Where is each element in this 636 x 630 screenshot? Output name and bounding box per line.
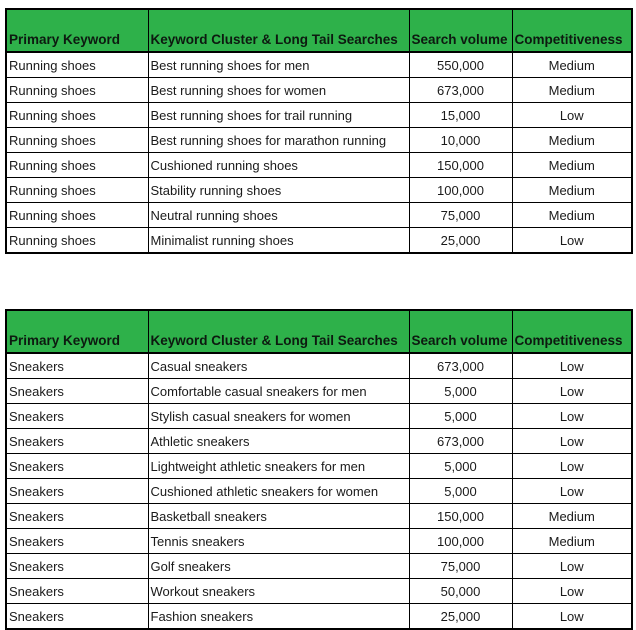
table-row [6, 579, 632, 604]
cell-search-volume: 673,000 [409, 78, 512, 103]
table-row [6, 353, 632, 379]
cell-search-volume: 673,000 [409, 353, 512, 379]
table-row [6, 153, 632, 178]
cell-search-volume: 75,000 [409, 554, 512, 579]
cell-primary-keyword: Running shoes [6, 52, 148, 78]
cell-search-volume: 100,000 [409, 529, 512, 554]
cell-competitiveness: Low [512, 454, 632, 479]
cell-primary-keyword: Running shoes [6, 178, 148, 203]
cell-competitiveness: Low [512, 379, 632, 404]
cell-primary-keyword: Sneakers [6, 479, 148, 504]
cell-keyword-cluster: Basketball sneakers [148, 504, 409, 529]
cell-primary-keyword: Running shoes [6, 128, 148, 153]
cell-primary-keyword: Sneakers [6, 579, 148, 604]
cell-competitiveness: Low [512, 404, 632, 429]
header-row [6, 310, 632, 353]
cell-primary-keyword: Sneakers [6, 429, 148, 454]
cell-competitiveness: Medium [512, 153, 632, 178]
cell-keyword-cluster: Neutral running shoes [148, 203, 409, 228]
table-row [6, 404, 632, 429]
cell-competitiveness: Medium [512, 178, 632, 203]
cell-keyword-cluster: Comfortable casual sneakers for men [148, 379, 409, 404]
cell-keyword-cluster: Minimalist running shoes [148, 228, 409, 254]
cell-competitiveness: Low [512, 579, 632, 604]
cell-keyword-cluster: Cushioned athletic sneakers for women [148, 479, 409, 504]
cell-primary-keyword: Sneakers [6, 529, 148, 554]
cell-search-volume: 5,000 [409, 404, 512, 429]
cell-search-volume: 75,000 [409, 203, 512, 228]
table-row [6, 103, 632, 128]
cell-competitiveness: Medium [512, 128, 632, 153]
table-row [6, 604, 632, 630]
cell-competitiveness: Medium [512, 529, 632, 554]
table-row [6, 529, 632, 554]
table-row [6, 429, 632, 454]
table-row [6, 52, 632, 78]
cell-keyword-cluster: Stability running shoes [148, 178, 409, 203]
cell-search-volume: 5,000 [409, 379, 512, 404]
header-primary-keyword: Primary Keyword [6, 310, 148, 353]
cell-primary-keyword: Sneakers [6, 554, 148, 579]
table-row [6, 554, 632, 579]
cell-search-volume: 15,000 [409, 103, 512, 128]
cell-competitiveness: Low [512, 479, 632, 504]
header-competitiveness: Competitiveness [512, 310, 632, 353]
cell-primary-keyword: Sneakers [6, 454, 148, 479]
cell-search-volume: 150,000 [409, 153, 512, 178]
cell-primary-keyword: Running shoes [6, 228, 148, 254]
cell-search-volume: 673,000 [409, 429, 512, 454]
header-keyword-cluster: Keyword Cluster & Long Tail Searches [148, 9, 409, 52]
cell-primary-keyword: Sneakers [6, 504, 148, 529]
cell-primary-keyword: Sneakers [6, 379, 148, 404]
cell-keyword-cluster: Workout sneakers [148, 579, 409, 604]
cell-search-volume: 100,000 [409, 178, 512, 203]
cell-primary-keyword: Sneakers [6, 353, 148, 379]
table-row [6, 78, 632, 103]
cell-competitiveness: Low [512, 228, 632, 254]
table-row [6, 178, 632, 203]
cell-competitiveness: Low [512, 429, 632, 454]
cell-primary-keyword: Running shoes [6, 153, 148, 178]
cell-keyword-cluster: Stylish casual sneakers for women [148, 404, 409, 429]
cell-competitiveness: Low [512, 103, 632, 128]
cell-search-volume: 50,000 [409, 579, 512, 604]
table-row [6, 454, 632, 479]
cell-competitiveness: Medium [512, 203, 632, 228]
cell-competitiveness: Low [512, 554, 632, 579]
running-shoes-keyword-table [5, 8, 633, 254]
cell-primary-keyword: Running shoes [6, 103, 148, 128]
cell-keyword-cluster: Golf sneakers [148, 554, 409, 579]
header-keyword-cluster: Keyword Cluster & Long Tail Searches [148, 310, 409, 353]
cell-competitiveness: Medium [512, 52, 632, 78]
cell-search-volume: 5,000 [409, 479, 512, 504]
cell-search-volume: 25,000 [409, 228, 512, 254]
cell-keyword-cluster: Best running shoes for men [148, 52, 409, 78]
cell-search-volume: 25,000 [409, 604, 512, 630]
cell-keyword-cluster: Fashion sneakers [148, 604, 409, 630]
cell-keyword-cluster: Tennis sneakers [148, 529, 409, 554]
cell-primary-keyword: Running shoes [6, 203, 148, 228]
table-row [6, 203, 632, 228]
cell-keyword-cluster: Athletic sneakers [148, 429, 409, 454]
cell-competitiveness: Medium [512, 504, 632, 529]
cell-competitiveness: Medium [512, 78, 632, 103]
header-search-volume: Search volume [409, 9, 512, 52]
table-row [6, 504, 632, 529]
table-row [6, 479, 632, 504]
table-row [6, 379, 632, 404]
cell-search-volume: 10,000 [409, 128, 512, 153]
header-search-volume: Search volume [409, 310, 512, 353]
cell-primary-keyword: Running shoes [6, 78, 148, 103]
cell-keyword-cluster: Best running shoes for women [148, 78, 409, 103]
cell-keyword-cluster: Casual sneakers [148, 353, 409, 379]
cell-search-volume: 5,000 [409, 454, 512, 479]
cell-keyword-cluster: Lightweight athletic sneakers for men [148, 454, 409, 479]
cell-primary-keyword: Sneakers [6, 604, 148, 630]
sneakers-keyword-table [5, 309, 633, 630]
cell-primary-keyword: Sneakers [6, 404, 148, 429]
header-competitiveness: Competitiveness [512, 9, 632, 52]
cell-search-volume: 550,000 [409, 52, 512, 78]
cell-competitiveness: Low [512, 604, 632, 630]
header-row [6, 9, 632, 52]
cell-keyword-cluster: Best running shoes for marathon running [148, 128, 409, 153]
table-row [6, 128, 632, 153]
cell-keyword-cluster: Best running shoes for trail running [148, 103, 409, 128]
cell-search-volume: 150,000 [409, 504, 512, 529]
table-row [6, 228, 632, 254]
cell-competitiveness: Low [512, 353, 632, 379]
cell-keyword-cluster: Cushioned running shoes [148, 153, 409, 178]
header-primary-keyword: Primary Keyword [6, 9, 148, 52]
